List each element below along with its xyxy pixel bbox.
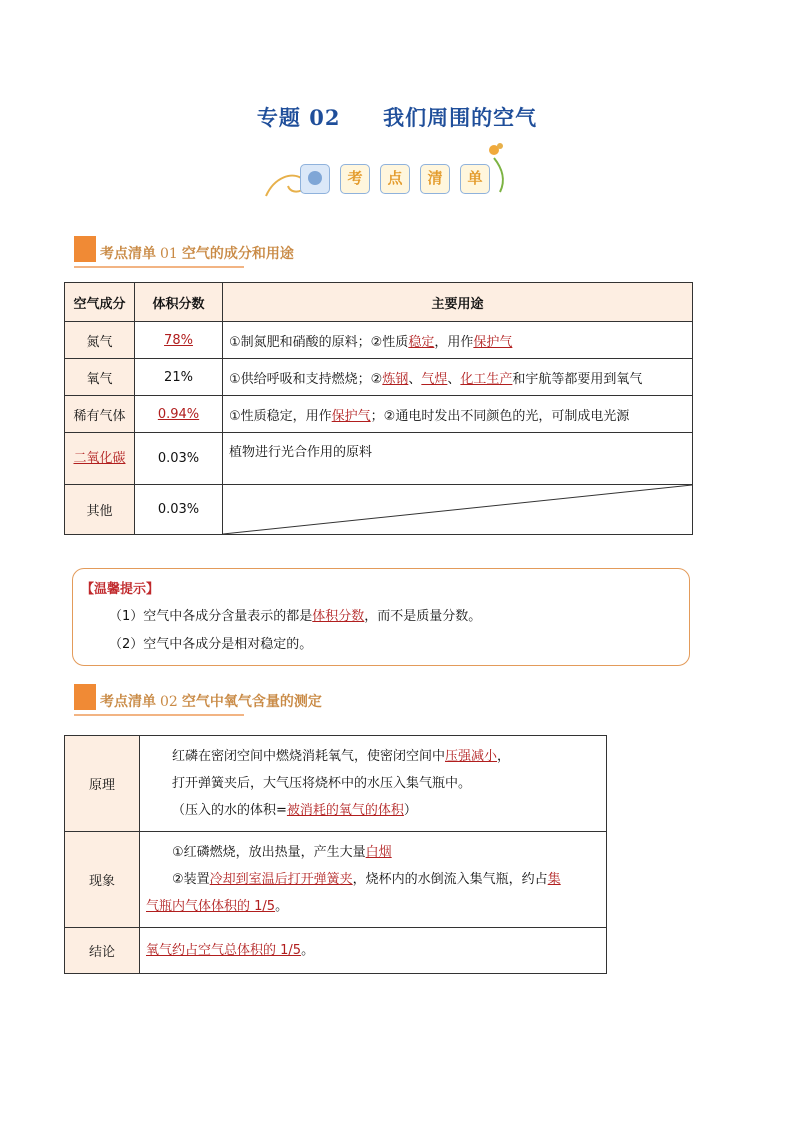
table-row [65, 928, 607, 974]
table-row [65, 485, 693, 535]
section2-marker [74, 684, 96, 710]
tip-heading: 【温馨提示】 [81, 582, 160, 597]
table-row [65, 396, 693, 433]
row-key-conclusion: 结论 [65, 928, 140, 974]
section2-text: 空气中氧气含量的测定 [181, 694, 322, 710]
banner-dot-icon [302, 165, 328, 191]
volume-fraction: 0.03% [135, 485, 223, 535]
row-key-phenomenon: 现象 [65, 832, 140, 928]
title-main: 我们周围的空气 [383, 106, 538, 130]
principle-content: 红磷在密闭空间中燃烧消耗氧气，使密闭空间中压强减小， 打开弹簧夹后，大气压将烧杯中的水压入集气瓶中。 （压入的水的体积=被消耗的氧气的体积） [140, 736, 607, 832]
table-row [65, 832, 607, 928]
tip-line-2: （2）空气中各成分是相对稳定的。 [109, 637, 313, 652]
volume-fraction: 0.03% [135, 433, 223, 485]
component-name: 其他 [65, 485, 135, 535]
header-uses: 主要用途 [223, 283, 693, 322]
volume-fraction: 21% [135, 359, 223, 396]
uses-cell: ①供给呼吸和支持燃烧；②炼钢、气焊、化工生产和宇航等都要用到氧气 [223, 359, 693, 396]
section2-label: 考点清单 [100, 694, 156, 710]
title-number: 02 [309, 105, 341, 130]
header-volume: 体积分数 [135, 283, 223, 322]
banner-char-3: 清 [420, 164, 450, 194]
banner-char-2: 点 [380, 164, 410, 194]
conclusion-content: 氧气约占空气总体积的 1/5。 [140, 928, 607, 974]
phenomenon-content: ①红磷燃烧，放出热量，产生大量白烟 ②装置冷却到室温后打开弹簧夹，烧杯内的水倒流入集气瓶，约占集 气瓶内气体体积的 1/5。 [140, 832, 607, 928]
section1-number: 01 [160, 246, 178, 262]
banner-char-4: 单 [460, 164, 490, 194]
uses-cell: ①性质稳定，用作保护气；②通电时发出不同颜色的光，可制成电光源 [223, 396, 693, 433]
table-row [65, 359, 693, 396]
table-row [65, 433, 693, 485]
section1-marker [74, 236, 96, 262]
warm-tip-box [72, 568, 690, 666]
volume-fraction: 0.94% [157, 406, 200, 422]
banner-circle-box [300, 164, 330, 194]
section2-underline [74, 714, 244, 716]
component-name: 二氧化碳 [73, 451, 126, 466]
table-row [65, 736, 607, 832]
section2-number: 02 [160, 694, 178, 710]
empty-diagonal-cell [223, 485, 693, 535]
uses-cell: 植物进行光合作用的原料 [223, 433, 693, 485]
component-name: 氧气 [65, 359, 135, 396]
kaodian-banner [262, 140, 522, 204]
diagonal-line [223, 485, 692, 534]
table-header-row [65, 283, 693, 322]
volume-fraction: 78% [164, 332, 193, 348]
section1-underline [74, 266, 244, 268]
air-composition-table [64, 282, 693, 535]
component-name: 稀有气体 [65, 396, 135, 433]
oxygen-measurement-table [64, 735, 607, 974]
table-row [65, 322, 693, 359]
section1-label: 考点清单 [100, 246, 156, 262]
row-key-principle: 原理 [65, 736, 140, 832]
tip-line-1: （1）空气中各成分含量表示的都是体积分数，而不是质量分数。 [109, 609, 482, 624]
header-component: 空气成分 [65, 283, 135, 322]
uses-cell: ①制氮肥和硝酸的原料；②性质稳定，用作保护气 [223, 322, 693, 359]
page-title [0, 102, 794, 132]
banner-char-1: 考 [340, 164, 370, 194]
section1-text: 空气的成分和用途 [181, 246, 294, 262]
component-name: 氮气 [65, 322, 135, 359]
title-prefix: 专题 [256, 106, 301, 130]
